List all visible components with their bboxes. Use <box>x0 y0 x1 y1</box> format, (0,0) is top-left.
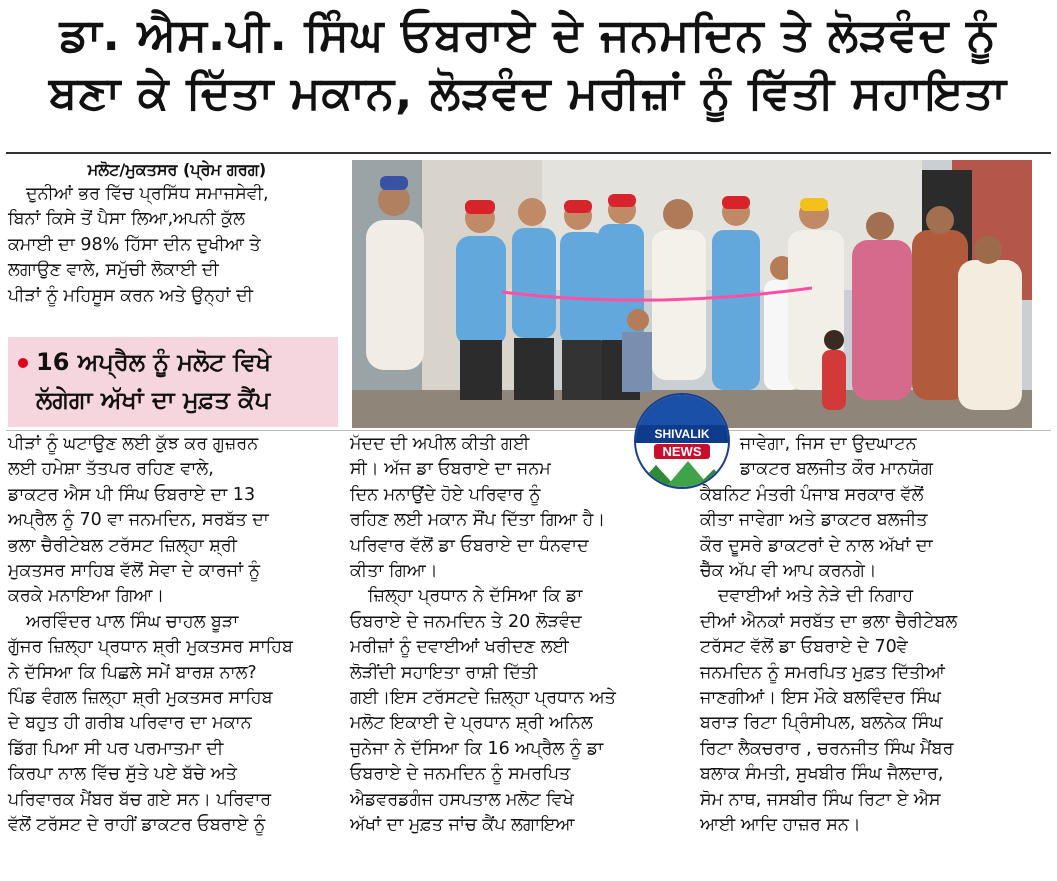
logo-line-1: SHIVALIK <box>636 425 728 443</box>
column-line: ਮੁਕਤਸਰ ਸਾਹਿਬ ਵੱਲੋਂ ਸੇਵਾ ਦੇ ਕਾਰਜਾਂ ਨੂੰ <box>8 561 261 582</box>
column-line: ਜਾਵੇਗਾ, ਜਿਸ ਦਾ ਉਦਘਾਟਨ <box>740 434 917 454</box>
callout-line-2: ਲੱਗੇਗਾ ਅੱਖਾਂ ਦਾ ਮੁਫ਼ਤ ਕੈਂਪ <box>36 386 271 414</box>
headline-line-1: ਡਾ. ਐਸ.ਪੀ. ਸਿੰਘ ਓਬਰਾਏ ਦੇ ਜਨਮਦਿਨ ਤੇ ਲੋੜਵੰਦ ਨੂੰ <box>59 8 997 61</box>
column-line: ਅਰਵਿੰਦਰ ਪਾਲ ਸਿੰਘ ਚਾਹਲ ਬੂੜਾ <box>26 611 239 632</box>
column-line: ਡਾਕਟਰ ਐਸ ਪੀ ਸਿੰਘ ਓਬਰਾਏ ਦਾ 13 <box>8 484 256 505</box>
column-line: ਮਰੀਜ਼ਾਂ ਨੂੰ ਦਵਾਈਆਂ ਖਰੀਦਣ ਲਈ <box>350 637 569 658</box>
column-line: ਜਨਮਦਿਨ ਨੂੰ ਸਮਰਪਿਤ ਮੁਫ਼ਤ ਦਿੱਤੀਆਂ <box>700 662 945 683</box>
eye-camp-callout <box>8 337 338 427</box>
column-line: ਗੁੱਜਰ ਜ਼ਿਲ੍ਹਾ ਪ੍ਰਧਾਨ ਸ਼੍ਰੀ ਮੁਕਤਸਰ ਸਾਹਿਬ <box>8 637 293 658</box>
callout-line-1: 16 ਅਪ੍ਰੈਲ ਨੂੰ ਮਲੋਟ ਵਿਖੇ <box>36 348 272 376</box>
column-line: ਕੀਤਾ ਗਿਆ। <box>350 561 438 582</box>
bullet-icon <box>18 358 28 368</box>
ribbon-cutting-photo <box>352 160 1032 428</box>
intro-line: ਪੀੜਾਂ ਨੂੰ ਮਹਿਸੂਸ ਕਰਨ ਅਤੇ ਉਨ੍ਹਾਂ ਦੀ <box>8 285 254 306</box>
column-line: ਜ਼ਿਲ੍ਹਾ ਪ੍ਰਧਾਨ ਨੇ ਦੱਸਿਆ ਕਿ ਡਾ <box>368 586 583 607</box>
photo-rule <box>6 430 1051 431</box>
column-line: ਦਿਨ ਮਨਾਉਂਦੇ ਹੋਏ ਪਰਿਵਾਰ ਨੂੰ <box>350 484 541 505</box>
intro-line: ਬਿਨਾਂ ਕਿਸੇ ਤੋਂ ਪੈਸਾ ਲਿਆ,ਅਪਨੀ ਕੁੱਲ <box>8 209 246 230</box>
intro-line: ਕਮਾਈ ਦਾ 98% ਹਿੱਸਾ ਦੀਨ ਦੁਖੀਆ ਤੇ <box>8 234 261 255</box>
column-line: ਵੱਲੋਂ ਟਰੱਸਟ ਦੇ ਰਾਹੀਂ ਡਾਕਟਰ ਓਬਰਾਏ ਨੂੰ <box>8 815 266 836</box>
column-line: ਸੋਮ ਨਾਥ, ਜਸਬੀਰ ਸਿੰਘ ਰਿਟਾ ਏ ਐਸ <box>700 789 941 810</box>
body-column-1 <box>8 432 338 839</box>
intro-line: ਲਗਾਉਣ ਵਾਲੇ, ਸਮੁੱਚੀ ਲੋਕਾਈ ਦੀ <box>8 260 219 281</box>
news-photo <box>352 160 1032 428</box>
column-line: ਰਹਿਣ ਲਈ ਮਕਾਨ ਸੌਂਪ ਦਿੱਤਾ ਗਿਆ ਹੈ। <box>350 510 606 531</box>
column-line: ਮਲੋਟ ਇਕਾਈ ਦੇ ਪ੍ਰਧਾਨ ਸ਼੍ਰੀ ਅਨਿਲ <box>350 713 593 734</box>
column-line: ਬਲਾਕ ਸੰਮਤੀ, ਸੁਖਬੀਰ ਸਿੰਘ ਜੈਲਦਾਰ, <box>700 764 944 785</box>
column-line: ਡਾਕਟਰ ਬਲਜੀਤ ਕੌਰ ਮਾਨਯੋਗ <box>740 459 933 480</box>
column-line: ਆਈ ਆਦਿ ਹਾਜ਼ਰ ਸਨ। <box>700 815 861 836</box>
column-line: ਲੋੜੀਂਦੀ ਸਹਾਇਤਾ ਰਾਸ਼ੀ ਦਿੱਤੀ <box>350 662 538 683</box>
headline-rule <box>6 152 1051 154</box>
column-line: ਬਰਾੜ ਰਿਟਾ ਪ੍ਰਿੰਸੀਪਲ, ਬਲਨੇਕ ਸਿੰਘ <box>700 713 943 734</box>
column-line: ਦੇ ਬਹੁਤ ਹੀ ਗਰੀਬ ਪਰਿਵਾਰ ਦਾ ਮਕਾਨ <box>8 713 252 734</box>
headline-line-2: ਬਣਾ ਕੇ ਦਿੱਤਾ ਮਕਾਨ, ਲੋੜਵੰਦ ਮਰੀਜ਼ਾਂ ਨੂੰ ਵਿੱਤੀ ਸਹਾਇਤਾ <box>48 66 1007 119</box>
column-line: ਕਿਰਪਾ ਨਾਲ ਵਿੱਚ ਸੁੱਤੇ ਪਏ ਬੱਚੇ ਅਤੇ <box>8 764 237 785</box>
headline <box>8 6 1048 122</box>
column-line: ਅੱਖਾਂ ਦਾ ਮੁਫ਼ਤ ਜਾਂਚ ਕੈਂਪ ਲਗਾਇਆ <box>350 815 575 836</box>
column-line: ਚੈੱਕ ਅੱਪ ਵੀ ਆਪ ਕਰਨਗੇ। <box>700 561 877 582</box>
column-line: ਟਰੱਸਟ ਵੱਲੋਂ ਡਾ ਓਬਰਾਏ ਦੇ 70ਵੇ <box>700 637 908 658</box>
column-line: ਪਰਿਵਾਰਕ ਮੈਂਬਰ ਬੱਚ ਗਏ ਸਨ। ਪਰਿਵਾਰ <box>8 789 272 810</box>
body-column-3 <box>700 432 1040 839</box>
column-line: ਡਿੱਗ ਪਿਆ ਸੀ ਪਰ ਪਰਮਾਤਮਾ ਦੀ <box>8 738 224 759</box>
column-line: ਭਲਾ ਚੈਰੀਟੇਬਲ ਟਰੱਸਟ ਜ਼ਿਲ੍ਹਾ ਸ਼੍ਰੀ <box>8 535 238 556</box>
body-column-2 <box>350 432 685 839</box>
column-line: ਗਈ।ਇਸ ਟਰੱਸਟਦੇ ਜ਼ਿਲ੍ਹਾ ਪ੍ਰਧਾਨ ਅਤੇ <box>350 688 616 709</box>
column-line: ਐਡਵਰਡਗੰਜ ਹਸਪਤਾਲ ਮਲੋਟ ਵਿਖੇ <box>350 789 574 810</box>
byline: ਮਲੋਟ/ਮੁਕਤਸਰ (ਪ੍ਰੇਮ ਗਰਗ) <box>87 160 267 179</box>
column-line: ਕੀਤਾ ਜਾਵੇਗਾ ਅਤੇ ਡਾਕਟਰ ਬਲਜੀਤ <box>700 510 928 531</box>
column-line: ਪਿੰਡ ਵੰਗਲ ਜ਼ਿਲ੍ਹਾ ਸ਼੍ਰੀ ਮੁਕਤਸਰ ਸਾਹਿਬ <box>8 688 273 709</box>
column-line: ਕਰਕੇ ਮਨਾਇਆ ਗਿਆ। <box>8 586 165 607</box>
column-line: ਓਬਰਾਏ ਦੇ ਜਨਮਦਿਨ ਨੂੰ ਸਮਰਪਿਤ <box>350 764 571 785</box>
column-line: ਪਰਿਵਾਰ ਵੱਲੋਂ ਡਾ ਓਬਰਾਏ ਦਾ ਧੰਨਵਾਦ <box>350 535 589 556</box>
column-line: ਪੀੜਾਂ ਨੂੰ ਘਟਾਉਣ ਲਈ ਕੁੱਝ ਕਰ ਗੁਜ਼ਰਨ <box>8 434 259 454</box>
column-line: ਲਈ ਹਮੇਸ਼ਾ ਤੱਤਪਰ ਰਹਿਣ ਵਾਲੇ, <box>8 459 214 480</box>
column-line: ਰਿਟਾ ਲੈਕਚਰਾਰ , ਚਰਨਜੀਤ ਸਿੰਘ ਮੈਂਬਰ <box>700 738 954 759</box>
column-line: ਕੌਰ ਦੂਸਰੇ ਡਾਕਟਰਾਂ ਦੇ ਨਾਲ ਅੱਖਾਂ ਦਾ <box>700 535 933 556</box>
intro-column <box>8 158 346 309</box>
intro-line: ਦੁਨੀਆਂ ਭਰ ਵਿੱਚ ਪ੍ਰਸਿੱਧ ਸਮਾਜਸੇਵੀ, <box>26 184 269 204</box>
column-line: ਜਾਣਗੀਆਂ। ਇਸ ਮੌਕੇ ਬਲਵਿੰਦਰ ਸਿੰਘ <box>700 688 941 709</box>
column-line: ਅਪ੍ਰੈਲ ਨੂੰ 70 ਵਾ ਜਨਮਦਿਨ, ਸਰਬੱਤ ਦਾ <box>8 510 269 531</box>
column-line: ਨੇ ਦੱਸਿਆ ਕਿ ਪਿਛਲੇ ਸਮੇਂ ਬਾਰਸ਼ ਨਾਲ? <box>8 662 257 683</box>
column-line: ਮੱਦਦ ਦੀ ਅਪੀਲ ਕੀਤੀ ਗਈ <box>350 434 530 454</box>
column-line: ਦੀਆਂ ਐਨਕਾਂ ਸਰਬੱਤ ਦਾ ਭਲਾ ਚੈਰੀਟੇਬਲ <box>700 611 958 632</box>
column-line: ਦਵਾਈਆਂ ਅਤੇ ਨੇੜੇ ਦੀ ਨਿਗਾਹ <box>718 586 914 607</box>
column-line: ਓਬਰਾਏ ਦੇ ਜਨਮਦਿਨ ਤੇ 20 ਲੋੜਵੰਦ <box>350 611 582 632</box>
column-line: ਸੀ। ਅੱਜ ਡਾ ਓਬਰਾਏ ਦਾ ਜਨਮ <box>350 459 551 480</box>
column-line: ਜੁਨੇਜਾ ਨੇ ਦੱਸਿਆ ਕਿ 16 ਅਪ੍ਰੈਲ ਨੂੰ ਡਾ <box>350 738 604 759</box>
column-line: ਕੈਬਨਿਟ ਮੰਤਰੀ ਪੰਜਾਬ ਸਰਕਾਰ ਵੱਲੋਂ <box>700 484 924 505</box>
logo-line-2: NEWS <box>654 444 710 459</box>
